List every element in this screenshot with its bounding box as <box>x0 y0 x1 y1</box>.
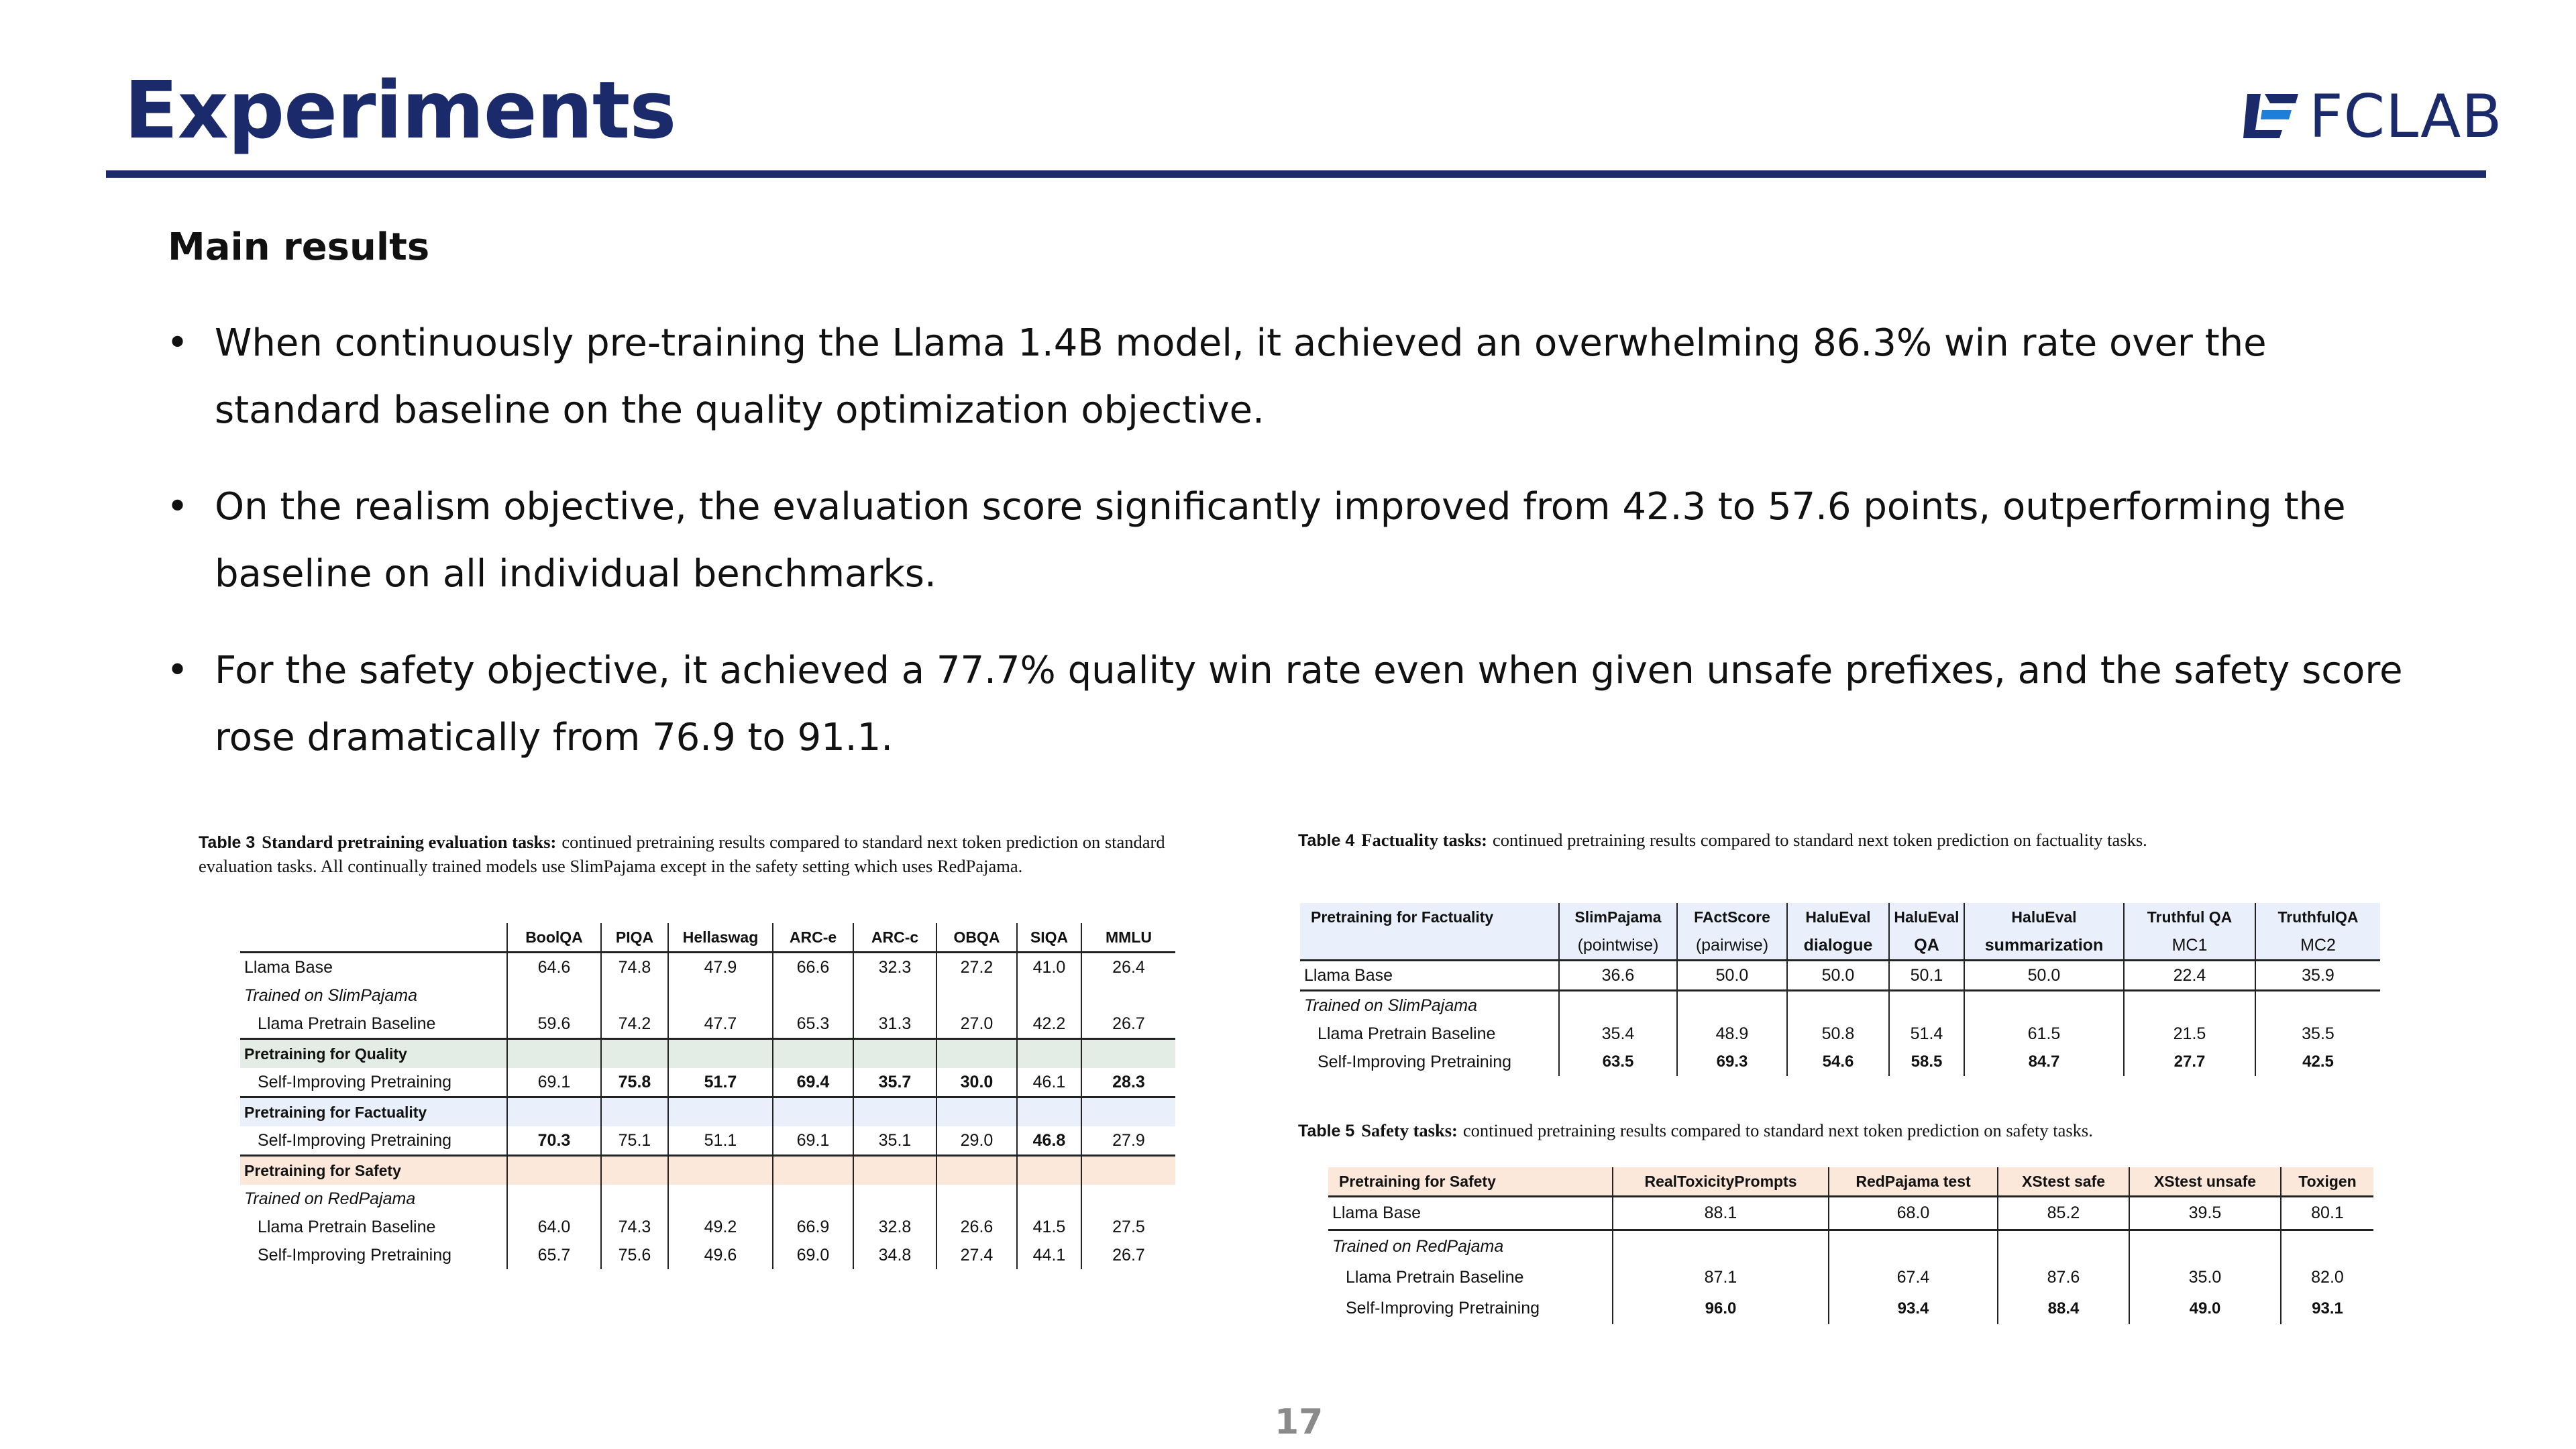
cell: 64.6 <box>507 953 601 982</box>
cell: 22.4 <box>2124 961 2255 991</box>
row-label: Llama Base <box>244 957 333 977</box>
cell: 44.1 <box>1017 1241 1081 1269</box>
col-header: OBQA <box>936 923 1017 953</box>
col-header: HaluEval <box>1964 903 2124 931</box>
table5-header-row <box>1328 1167 2373 1197</box>
cell: 35.7 <box>853 1068 936 1097</box>
col-header: ARC-e <box>773 923 853 953</box>
corner-label: Pretraining for Factuality <box>1311 908 1494 926</box>
col-subheader: MC2 <box>2255 931 2380 961</box>
table3 <box>240 923 1175 1269</box>
cell: 58.5 <box>1889 1048 1964 1076</box>
col-subheader: dialogue <box>1787 931 1889 961</box>
cell: 26.6 <box>936 1213 1017 1241</box>
cell: 39.5 <box>2129 1197 2281 1230</box>
cell: 50.0 <box>1964 961 2124 991</box>
table5-text: continued pretraining results compared to standard next token prediction on safety tasks. <box>1462 1120 2093 1140</box>
table-row <box>1300 1048 2380 1076</box>
cell: 75.8 <box>601 1068 668 1097</box>
table5-caption <box>1298 1119 2398 1143</box>
corner-label: Pretraining for Safety <box>1328 1167 1613 1197</box>
cell: 87.6 <box>1998 1263 2129 1293</box>
cell: 49.0 <box>2129 1293 2281 1324</box>
col-header: RedPajama test <box>1829 1167 1998 1197</box>
col-subheader: (pairwise) <box>1677 931 1787 961</box>
cell: 51.7 <box>668 1068 773 1097</box>
row-label: Llama Pretrain Baseline <box>240 1010 507 1039</box>
bullet-quality: • When continuously pre-training the Llama 1.4B model, it achieved an overwhelming 86.3% win rate over the standard baseline on the quality optimization objective. <box>166 310 2434 444</box>
cell: 46.1 <box>1017 1068 1081 1097</box>
table3-title: Standard pretraining evaluation tasks: <box>262 832 557 852</box>
cell: 26.7 <box>1081 1010 1175 1039</box>
col-header: Toxigen <box>2281 1167 2373 1197</box>
cell: 51.4 <box>1889 1020 1964 1048</box>
cell: 47.7 <box>668 1010 773 1039</box>
cell: 42.5 <box>2255 1048 2380 1076</box>
cell: 50.8 <box>1787 1020 1889 1048</box>
section-row <box>240 1156 1175 1185</box>
row-label: Llama Pretrain Baseline <box>258 1217 436 1236</box>
cell: 21.5 <box>2124 1020 2255 1048</box>
cell: 41.0 <box>1017 953 1081 982</box>
col-header: HaluEval <box>1889 903 1964 931</box>
cell: 67.4 <box>1829 1263 1998 1293</box>
row-label: Self-Improving Pretraining <box>1346 1299 1540 1318</box>
row-label: Self-Improving Pretraining <box>240 1126 507 1156</box>
cell: 69.1 <box>507 1068 601 1097</box>
row-label: Llama Base <box>1300 961 1559 991</box>
group-label: Trained on SlimPajama <box>244 985 417 1005</box>
cell: 61.5 <box>1964 1020 2124 1048</box>
cell: 29.0 <box>936 1126 1017 1156</box>
col-header: SIQA <box>1017 923 1081 953</box>
bullet-realism: • On the realism objective, the evaluation score significantly improved from 42.3 to 57.6 points, outperforming the baseline on all individual benchmarks. <box>166 474 2434 608</box>
slide-title: Experiments <box>124 64 676 156</box>
cell: 66.6 <box>773 953 853 982</box>
cell: 35.4 <box>1559 1020 1677 1048</box>
cell: 84.7 <box>1964 1048 2124 1076</box>
table-row <box>240 1185 1175 1213</box>
cell: 35.9 <box>2255 961 2380 991</box>
cell: 26.4 <box>1081 953 1175 982</box>
table-row <box>1300 1020 2380 1048</box>
table4-block <box>1298 828 2398 853</box>
cell: 88.1 <box>1613 1197 1829 1230</box>
col-header: ARC-c <box>853 923 936 953</box>
bullet-safety: • For the safety objective, it achieved a 77.7% quality win rate even when given unsafe prefixes, and the safety score rose dramatically from 76.9 to 91.1. <box>166 637 2434 771</box>
table5-block <box>1298 1119 2398 1143</box>
cell: 47.9 <box>668 953 773 982</box>
fclab-logo <box>2241 81 2503 151</box>
table-row <box>240 1010 1175 1039</box>
cell: 50.1 <box>1889 961 1964 991</box>
cell: 75.6 <box>601 1241 668 1269</box>
cell: 59.6 <box>507 1010 601 1039</box>
cell: 36.6 <box>1559 961 1677 991</box>
fclab-logo-mark-icon <box>2241 90 2300 142</box>
row-label: Llama Pretrain Baseline <box>1346 1268 1524 1287</box>
cell: 27.7 <box>2124 1048 2255 1076</box>
table5-title: Safety tasks: <box>1361 1120 1458 1140</box>
section-label: Pretraining for Safety <box>244 1161 401 1179</box>
cell: 65.7 <box>507 1241 601 1269</box>
col-header: TruthfulQA <box>2255 903 2380 931</box>
table5 <box>1328 1167 2373 1324</box>
cell: 87.1 <box>1613 1263 1829 1293</box>
section-heading: Main results <box>168 225 430 269</box>
col-subheader: QA <box>1889 931 1964 961</box>
cell: 69.0 <box>773 1241 853 1269</box>
cell: 35.0 <box>2129 1263 2281 1293</box>
cell: 46.8 <box>1017 1126 1081 1156</box>
col-header: XStest safe <box>1998 1167 2129 1197</box>
cell: 27.4 <box>936 1241 1017 1269</box>
table-row <box>1328 1293 2373 1324</box>
cell: 35.1 <box>853 1126 936 1156</box>
row-label: Self-Improving Pretraining <box>258 1245 452 1265</box>
table3-caption <box>199 830 1228 878</box>
table4 <box>1300 903 2380 1076</box>
cell: 74.2 <box>601 1010 668 1039</box>
table5-label: Table 5 <box>1298 1122 1355 1140</box>
cell: 49.2 <box>668 1213 773 1241</box>
group-label: Trained on RedPajama <box>244 1189 416 1208</box>
cell: 69.1 <box>773 1126 853 1156</box>
section-label: Pretraining for Factuality <box>244 1103 427 1121</box>
table-row <box>240 953 1175 982</box>
cell: 41.5 <box>1017 1213 1081 1241</box>
cell: 50.0 <box>1677 961 1787 991</box>
cell: 69.4 <box>773 1068 853 1097</box>
cell: 27.0 <box>936 1010 1017 1039</box>
table4-title: Factuality tasks: <box>1361 830 1487 850</box>
row-label: Llama Pretrain Baseline <box>1318 1024 1496 1043</box>
cell: 88.4 <box>1998 1293 2129 1324</box>
cell: 96.0 <box>1613 1293 1829 1324</box>
table3-block <box>199 830 1228 878</box>
cell: 54.6 <box>1787 1048 1889 1076</box>
col-header: RealToxicityPrompts <box>1613 1167 1829 1197</box>
cell: 65.3 <box>773 1010 853 1039</box>
cell: 68.0 <box>1829 1197 1998 1230</box>
table-row <box>1300 991 2380 1020</box>
col-header: MMLU <box>1081 923 1175 953</box>
logo-text: FCLAB <box>2309 81 2503 151</box>
cell: 32.8 <box>853 1213 936 1241</box>
col-subheader: summarization <box>1964 931 2124 961</box>
section-row <box>240 1039 1175 1069</box>
table-row <box>240 1068 1175 1097</box>
cell: 93.4 <box>1829 1293 1998 1324</box>
cell: 30.0 <box>936 1068 1017 1097</box>
cell: 75.1 <box>601 1126 668 1156</box>
group-label: Trained on SlimPajama <box>1304 996 1477 1015</box>
section-row <box>240 1097 1175 1127</box>
cell: 74.8 <box>601 953 668 982</box>
cell: 82.0 <box>2281 1263 2373 1293</box>
col-header: SlimPajama <box>1559 903 1677 931</box>
col-header: HaluEval <box>1787 903 1889 931</box>
col-header: XStest unsafe <box>2129 1167 2281 1197</box>
table-row <box>240 1126 1175 1156</box>
page-number: 17 <box>1275 1402 1324 1442</box>
cell: 51.1 <box>668 1126 773 1156</box>
cell: 66.9 <box>773 1213 853 1241</box>
col-header: PIQA <box>601 923 668 953</box>
table-row <box>1328 1197 2373 1230</box>
title-divider <box>106 170 2486 178</box>
cell: 93.1 <box>2281 1293 2373 1324</box>
cell: 27.2 <box>936 953 1017 982</box>
cell: 34.8 <box>853 1241 936 1269</box>
section-label: Pretraining for Quality <box>244 1044 407 1063</box>
cell: 63.5 <box>1559 1048 1677 1076</box>
row-label: Self-Improving Pretraining <box>1318 1052 1512 1071</box>
row-label: Llama Base <box>1328 1197 1613 1230</box>
table3-text: continued pretraining results compared to standard next token prediction on standard evaluation tasks. All continually trained models use SlimPajama except in the safety setting which uses RedPajama. <box>199 832 1165 876</box>
col-subheader: (pointwise) <box>1559 931 1677 961</box>
cell: 69.3 <box>1677 1048 1787 1076</box>
cell: 28.3 <box>1081 1068 1175 1097</box>
cell: 26.7 <box>1081 1241 1175 1269</box>
table-row <box>1328 1230 2373 1263</box>
table4-caption <box>1298 828 2398 853</box>
cell: 85.2 <box>1998 1197 2129 1230</box>
table-row <box>1328 1263 2373 1293</box>
row-label: Self-Improving Pretraining <box>240 1068 507 1097</box>
table4-subheader-row <box>1300 931 2380 961</box>
cell: 48.9 <box>1677 1020 1787 1048</box>
table-row <box>240 1213 1175 1241</box>
cell: 50.0 <box>1787 961 1889 991</box>
cell: 70.3 <box>507 1126 601 1156</box>
cell: 42.2 <box>1017 1010 1081 1039</box>
group-label: Trained on RedPajama <box>1332 1236 1504 1256</box>
table-row <box>240 1241 1175 1269</box>
cell: 27.5 <box>1081 1213 1175 1241</box>
table-row <box>1300 961 2380 991</box>
col-header: Hellaswag <box>668 923 773 953</box>
col-header: BoolQA <box>507 923 601 953</box>
cell: 74.3 <box>601 1213 668 1241</box>
cell: 31.3 <box>853 1010 936 1039</box>
cell: 49.6 <box>668 1241 773 1269</box>
col-subheader: MC1 <box>2124 931 2255 961</box>
table4-text: continued pretraining results compared to standard next token prediction on factuality tasks. <box>1493 830 2147 850</box>
cell: 35.5 <box>2255 1020 2380 1048</box>
bullet-list <box>166 310 2434 801</box>
table3-header-row <box>240 923 1175 953</box>
cell: 80.1 <box>2281 1197 2373 1230</box>
col-header: Truthful QA <box>2124 903 2255 931</box>
col-header: FActScore <box>1677 903 1787 931</box>
cell: 64.0 <box>507 1213 601 1241</box>
table3-label: Table 3 <box>199 833 256 852</box>
cell: 27.9 <box>1081 1126 1175 1156</box>
table-row <box>240 981 1175 1010</box>
table4-label: Table 4 <box>1298 831 1355 850</box>
table4-header-row <box>1300 903 2380 931</box>
cell: 32.3 <box>853 953 936 982</box>
